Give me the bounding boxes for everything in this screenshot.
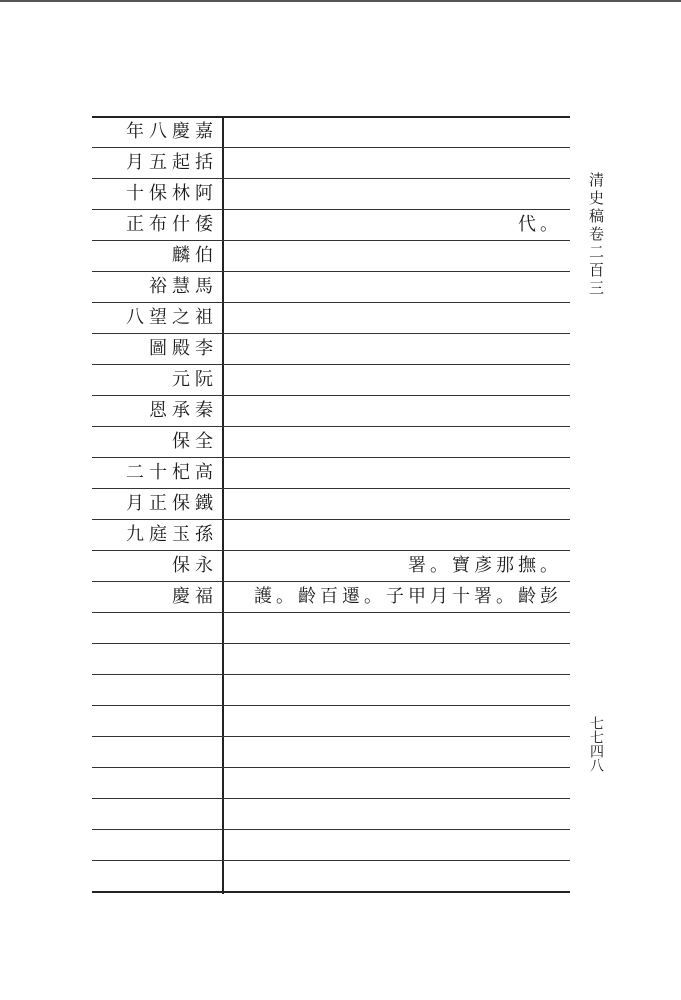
appointment-note-cell — [230, 767, 562, 798]
official-name-cell — [92, 643, 218, 674]
appointment-note-cell — [230, 860, 562, 891]
table-row — [92, 116, 570, 147]
official-name-cell — [92, 798, 218, 829]
official-name-cell: 九庭玉孫 — [126, 524, 218, 545]
table-row — [92, 612, 570, 643]
official-name-cell — [92, 829, 218, 860]
appointment-note-cell — [230, 426, 562, 457]
table-row — [92, 550, 570, 581]
table-row — [92, 426, 570, 457]
appointment-note-cell — [230, 364, 562, 395]
appointment-note-cell: 代。 — [518, 214, 562, 235]
official-name-cell: 麟伯 — [172, 245, 218, 266]
appointment-note-cell — [230, 519, 562, 550]
table-row — [92, 240, 570, 271]
official-name-cell: 年八慶嘉 — [126, 121, 218, 142]
table-row — [92, 674, 570, 705]
table-row — [92, 736, 570, 767]
appointment-note-cell — [230, 302, 562, 333]
appointment-note-cell — [230, 178, 562, 209]
table-row — [92, 178, 570, 209]
official-name-cell — [92, 674, 218, 705]
appointment-note-cell — [230, 612, 562, 643]
table-row — [92, 767, 570, 798]
table-row — [92, 457, 570, 488]
table-row — [92, 581, 570, 612]
official-name-cell: 十保林阿 — [126, 183, 218, 204]
appointment-note-cell — [230, 240, 562, 271]
official-name-cell: 裕慧馬 — [149, 276, 218, 297]
table-row — [92, 147, 570, 178]
appointment-note-cell — [230, 674, 562, 705]
official-name-cell: 月五起括 — [126, 152, 218, 173]
table-row — [92, 705, 570, 736]
appointment-note-cell — [230, 457, 562, 488]
official-name-cell — [92, 767, 218, 798]
table-row — [92, 829, 570, 860]
table-row — [92, 302, 570, 333]
official-name-cell: 二十杞高 — [126, 462, 218, 483]
official-name-cell — [92, 860, 218, 891]
appointment-note-cell — [230, 705, 562, 736]
row-rule — [92, 891, 570, 893]
official-name-cell: 保永 — [172, 555, 218, 576]
official-name-cell: 八望之祖 — [126, 307, 218, 328]
appointment-note-cell — [230, 116, 562, 147]
table-row — [92, 643, 570, 674]
official-name-cell — [92, 736, 218, 767]
page-top-edge — [0, 0, 681, 2]
appointment-note-cell: 護。齡百遷。子甲月十署。齡彭 — [254, 586, 562, 607]
table-row — [92, 860, 570, 891]
official-name-cell: 元阮 — [172, 369, 218, 390]
official-name-cell: 慶福 — [172, 586, 218, 607]
appointment-note-cell — [230, 736, 562, 767]
official-name-cell: 恩承秦 — [149, 400, 218, 421]
table-row — [92, 209, 570, 240]
official-name-cell: 月正保鐵 — [126, 493, 218, 514]
official-name-cell: 正布什倭 — [126, 214, 218, 235]
table-row — [92, 333, 570, 364]
records-table — [92, 116, 570, 894]
official-name-cell: 圖殿李 — [149, 338, 218, 359]
appointment-note-cell — [230, 829, 562, 860]
table-row — [92, 798, 570, 829]
appointment-note-cell — [230, 488, 562, 519]
table-row — [92, 395, 570, 426]
official-name-cell: 保全 — [172, 431, 218, 452]
appointment-note-cell: 署。寶彥那撫。 — [408, 555, 562, 576]
table-row — [92, 271, 570, 302]
volume-title: 清史稿卷二百三 — [587, 172, 605, 298]
table-row — [92, 488, 570, 519]
appointment-note-cell — [230, 395, 562, 426]
appointment-note-cell — [230, 147, 562, 178]
page-number: 七七四八 — [588, 716, 604, 772]
appointment-note-cell — [230, 643, 562, 674]
official-name-cell — [92, 612, 218, 643]
table-row — [92, 519, 570, 550]
appointment-note-cell — [230, 798, 562, 829]
appointment-note-cell — [230, 333, 562, 364]
table-row — [92, 364, 570, 395]
official-name-cell — [92, 705, 218, 736]
appointment-note-cell — [230, 271, 562, 302]
